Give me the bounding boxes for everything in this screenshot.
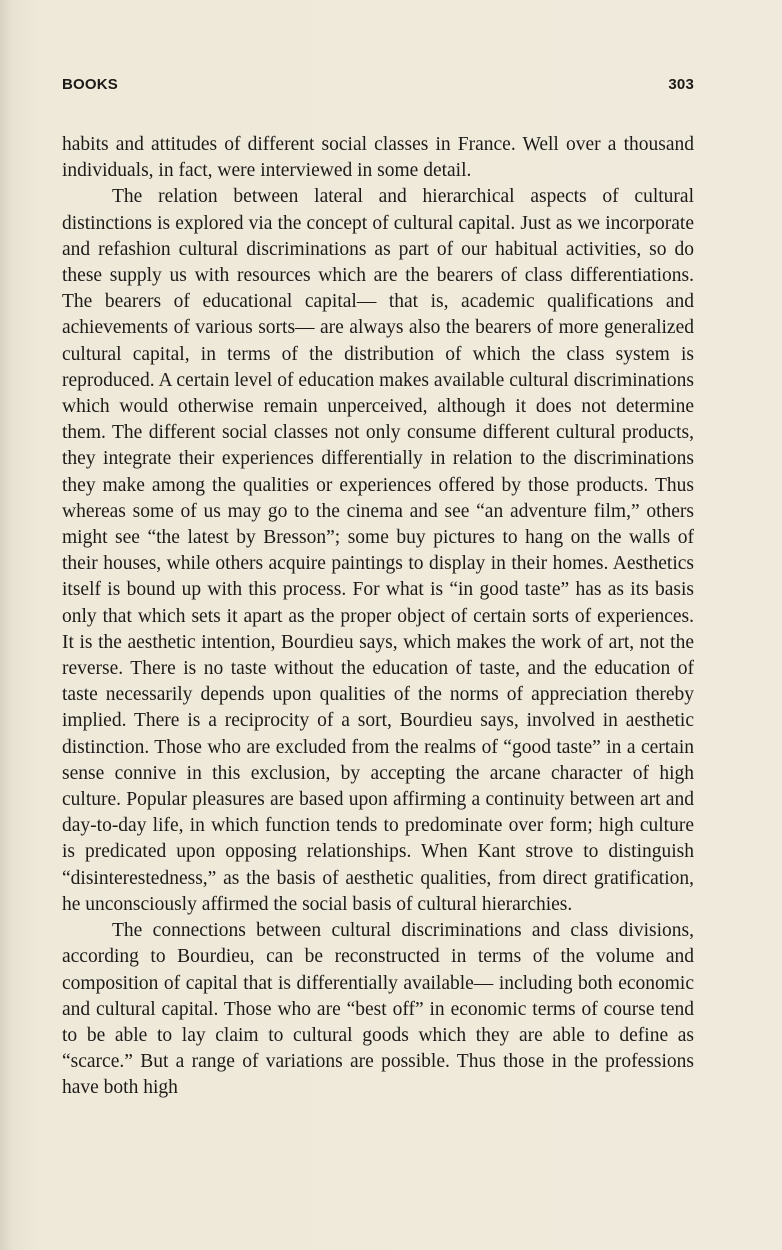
section-label: BOOKS <box>62 76 119 93</box>
running-head <box>62 76 694 96</box>
body-text <box>62 132 694 1102</box>
paragraph-continued: habits and attitudes of different social classes in France. Well over a thousand individuals, in fact, were interviewed in some detail. <box>62 134 694 182</box>
paragraph-class-divisions: The connections between cultural discriminations and class divisions, according to Bourdieu, can be reconstructed in terms of the volume and composition of capital that is differentially available— including both economic and cultural capital. Those who are “best off” in economic terms of course tend to be able to lay claim to cultural goods which they are able to define as “scarce.” But a range of variations are possible. Thus those in the professions have both high <box>62 920 694 1099</box>
page-number: 303 <box>668 76 694 93</box>
paragraph-cultural-capital: The relation between lateral and hierarchical aspects of cultural distinctions is explored via the concept of cultural capital. Just as we incorporate and refashion cultural discriminations as part of our habitual activities, so do these supply us with resources which are the bearers of class differentiations. The bearers of educational capital— that is, academic qualifications and achievements of various sorts— are always also the bearers of more generalized cultural capital, in terms of the distribution of which the class system is reproduced. A certain level of education makes available cultural discriminations which would otherwise remain unperceived, although it does not determine them. The different social classes not only consume different cultural products, they integrate their experiences differentially in relation to the discriminations they make among the qualities or experiences offered by those products. Thus whereas some of us may go to the cinema and see “an adventure film,” others might see “the latest by Bresson”; some buy pictures to hang on the walls of their houses, while others acquire paintings to display in their homes. Aesthetics itself is bound up with this process. For what is “in good taste” has as its basis only that which sets it apart as the proper object of certain sorts of experiences. It is the aesthetic intention, Bourdieu says, which makes the work of art, not the reverse. There is no taste without the education of taste, and the education of taste necessarily depends upon qualities of the norms of appreciation thereby implied. There is a reciprocity of a sort, Bourdieu says, involved in aesthetic distinction. Those who are excluded from the realms of “good taste” in a certain sense connive in this exclusion, by accepting the arcane character of high culture. Popular pleasures are based upon affirming a continuity between art and day-to-day life, in which function tends to predominate over form; high culture is predicated upon opposing relationships. When Kant strove to distinguish “disinterestedness,” as the basis of aesthetic qualities, from direct gratification, he unconsciously affirmed the social basis of cultural hierarchies. <box>62 186 694 915</box>
